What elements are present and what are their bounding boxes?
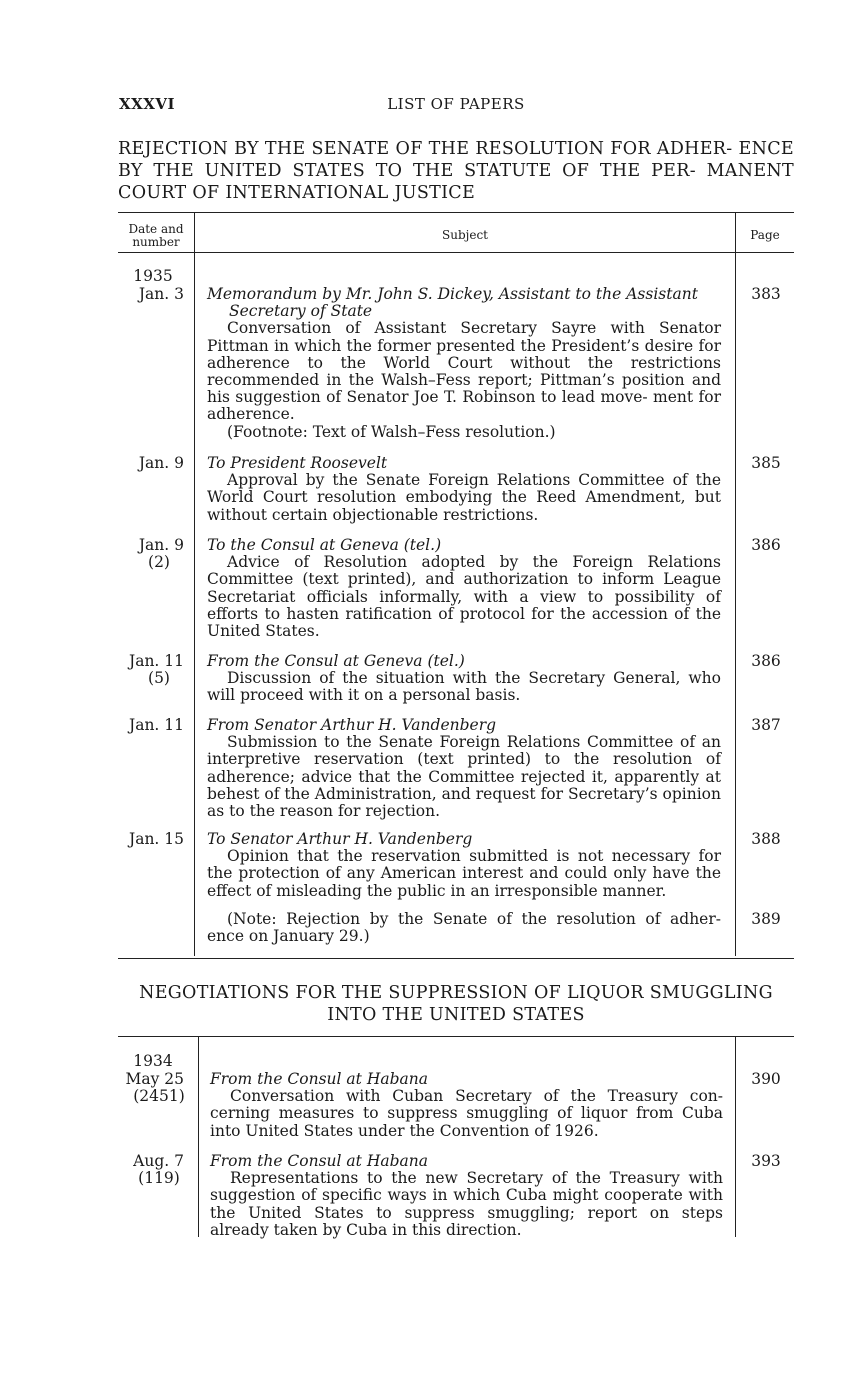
entry-description: Conversation with Cuban Secretary of the Treasury con- cerning measures to suppress smuggling of liquor from Cuba into United States under the Convention of 1926.	[210, 1087, 723, 1140]
entry-page: 386	[751, 652, 781, 670]
entry-page: 388	[751, 830, 781, 848]
entry-subject: From the Consul at Habana	[210, 1070, 428, 1088]
entry-description: Conversation of Assistant Secretary Sayre with Senator Pittman in which the former presented the President’s desire for adherence to the World Court without the restrictions recommended in the Walsh–Fess report; Pittman’s position and his suggestion of Senator Joe T. Robinson to lead move- ment for adherence.	[207, 319, 721, 424]
document-number: (119)	[138, 1169, 180, 1187]
note-page: 389	[751, 910, 781, 928]
entry-subject: To President Roosevelt	[207, 454, 388, 472]
entry-date	[118, 831, 188, 848]
running-title: LIST OF PAPERS	[387, 95, 525, 113]
column-header-page: Page	[750, 228, 780, 242]
table-1-header-rule	[118, 252, 794, 253]
table-2-top-rule	[118, 1036, 794, 1037]
entry-page: 387	[751, 716, 781, 734]
date-text: Aug. 7	[133, 1152, 184, 1170]
table-1-top-rule	[118, 212, 794, 213]
year-label: 1935	[133, 267, 173, 285]
table-note	[207, 911, 721, 945]
entry-subject: To Senator Arthur H. Vandenberg	[207, 830, 473, 848]
date-text: May 25	[125, 1070, 184, 1088]
list-item	[207, 653, 721, 705]
column-header-subject: Subject	[442, 228, 488, 242]
entry-subject: From Senator Arthur H. Vandenberg	[207, 716, 497, 734]
entry-page: 386	[751, 536, 781, 554]
entry-page: 390	[751, 1070, 781, 1088]
document-number: (5)	[148, 669, 170, 687]
entry-page: 393	[751, 1152, 781, 1170]
entry-description: Advice of Resolution adopted by the Foreign Relations Committee (text printed), and authorization to inform League Secretariat officials informally, with a view to possibility of efforts to hasten ratification of protocol for the accession of the United States.	[207, 553, 721, 641]
section-2-title: NEGOTIATIONS FOR THE SUPPRESSION OF LIQUOR SMUGGLING INTO THE UNITED STATES	[139, 983, 773, 1025]
note-text: (Note: Rejection by the Senate of the resolution of adher- ence on January 29.)	[207, 910, 721, 946]
document-number: (2)	[148, 553, 170, 571]
year-label: 1934	[133, 1052, 173, 1070]
entry-date	[118, 286, 188, 303]
document-number: (2451)	[133, 1087, 185, 1105]
entry-date	[118, 1071, 188, 1105]
section-1-title: REJECTION BY THE SENATE OF THE RESOLUTION FOR ADHER- ENCE BY THE UNITED STATES TO THE STATUTE OF THE PER- MANENT COURT OF INTERNATIONAL JUSTICE	[118, 139, 794, 203]
table-1-col-divider-right	[735, 213, 736, 956]
table-1-bottom-rule	[118, 958, 794, 959]
table-1-col-divider-left	[194, 213, 195, 956]
entry-page: 385	[751, 454, 781, 472]
date-text: Jan. 15	[128, 830, 184, 848]
list-item	[207, 831, 721, 900]
list-item	[207, 455, 721, 524]
date-text: Jan. 3	[138, 285, 184, 303]
entry-date	[118, 717, 188, 734]
list-item	[210, 1153, 723, 1239]
entry-subject: From the Consul at Geneva (tel.)	[207, 652, 465, 670]
entry-footnote: (Footnote: Text of Walsh–Fess resolution.)	[227, 422, 556, 441]
entry-date	[118, 653, 188, 687]
entry-subject: Memorandum by Mr. John S. Dickey, Assistant to the Assistant Secretary of State	[207, 285, 698, 321]
table-2-col-divider-left	[198, 1037, 199, 1237]
list-item	[207, 286, 721, 441]
table-2-col-divider-right	[735, 1037, 736, 1237]
entry-description: Submission to the Senate Foreign Relations Committee of an interpretive reservation (text printed) to the resolution of adherence; advice that the Committee rejected it, apparently at behest of the Administration, and request for Secretary’s opinion as to the reason for rejection.	[207, 733, 721, 821]
entry-date	[118, 455, 188, 472]
entry-subject: From the Consul at Habana	[210, 1152, 428, 1170]
list-item	[207, 717, 721, 820]
column-header-date: Date and number	[128, 222, 184, 249]
entry-description: Discussion of the situation with the Secretary General, who will proceed with it on a personal basis.	[207, 669, 721, 705]
page-folio: XXXVI	[119, 95, 176, 113]
date-text: Jan. 9	[138, 454, 184, 472]
entry-date	[118, 537, 188, 571]
list-item	[210, 1071, 723, 1140]
running-head	[119, 95, 793, 115]
list-item	[207, 537, 721, 640]
entry-date	[118, 1153, 188, 1187]
date-text: Jan. 11	[128, 652, 184, 670]
entry-page: 383	[751, 285, 781, 303]
entry-description: Opinion that the reservation submitted is not necessary for the protection of any American interest and could only have the effect of misleading the public in an irresponsible manner.	[207, 847, 721, 900]
date-text: Jan. 9	[138, 536, 184, 554]
entry-description: Representations to the new Secretary of the Treasury with suggestion of specific ways in which Cuba might cooperate with the United States to suppress smuggling; report on steps already taken by Cuba in this direction.	[210, 1169, 723, 1239]
entry-subject: To the Consul at Geneva (tel.)	[207, 536, 442, 554]
date-text: Jan. 11	[128, 716, 184, 734]
entry-description: Approval by the Senate Foreign Relations Committee of the World Court resolution embodying the Reed Amendment, but without certain objectionable restrictions.	[207, 471, 721, 524]
